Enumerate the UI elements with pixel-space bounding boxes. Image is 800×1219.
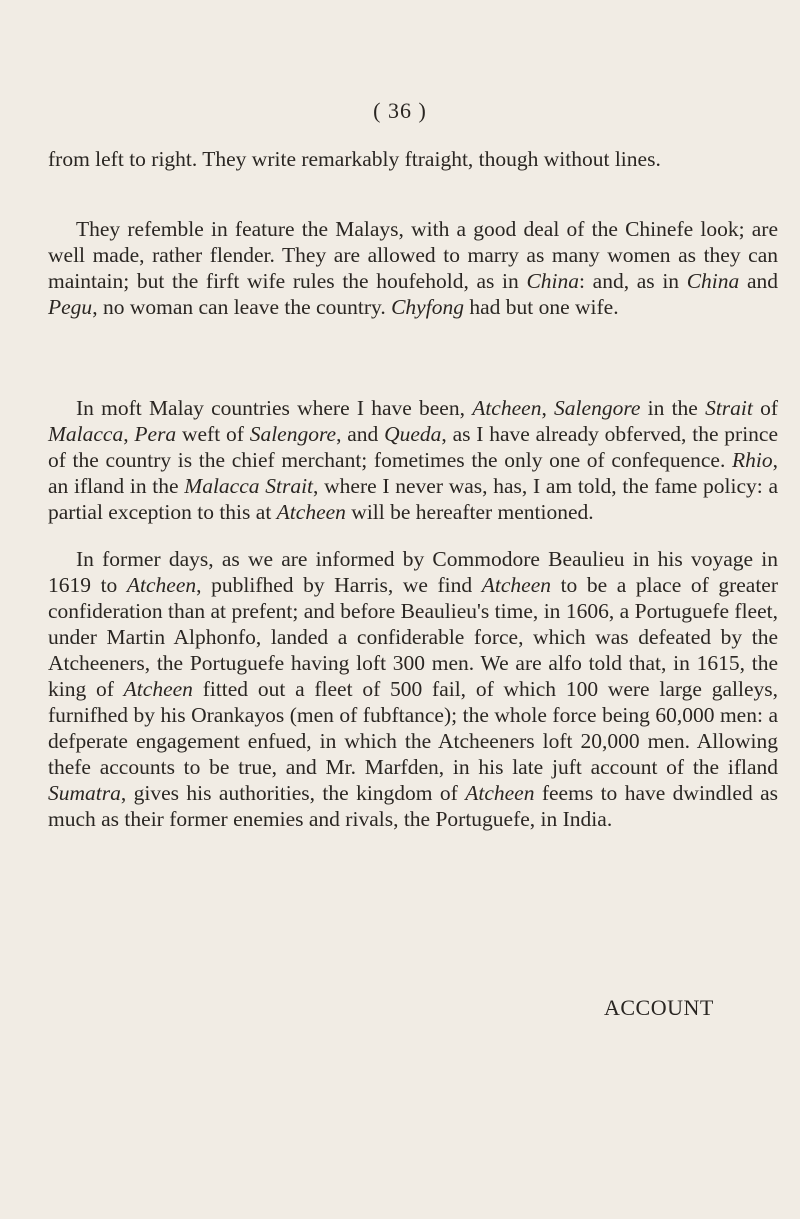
paragraph-4 bbox=[48, 546, 778, 832]
paragraph-4-text: In former days, as we are informed by Commodore Beaulieu in his voyage in 1619 to Atcheen, publifhed by Harris, we find Atcheen to be a place of greater confideration than at prefent; and before Beaulieu's time, in 1606, a Portuguefe fleet, under Martin Alphonfo, landed a confiderable force, which was defeated by the Atcheeners, the Portuguefe having loft 300 men. We are alfo told that, in 1615, the king of Atcheen fitted out a fleet of 500 fail, of which 100 were large galleys, furnifhed by his Orankayos (men of fubftance); the whole force being 60,000 men: a defperate engagement enfued, in which the Atcheeners loft 20,000 men. Allowing thefe accounts to be true, and Mr. Marfden, in his late juft account of the ifland Sumatra, gives his authorities, the kingdom of Atcheen feems to have dwindled as much as their former enemies and rivals, the Portuguefe, in India. bbox=[48, 547, 778, 831]
paragraph-2 bbox=[48, 216, 778, 320]
catchword: ACCOUNT bbox=[604, 995, 714, 1020]
paragraph-1-text: from left to right. They write remarkably ftraight, though without lines. bbox=[48, 147, 661, 171]
paragraph-1 bbox=[48, 146, 778, 172]
paragraph-3-text: In moft Malay countries where I have been, Atcheen, Salengore in the Strait of Malacca, Pera weft of Salengore, and Queda, as I have already obferved, the prince of the country is the chief merchant; fometimes the only one of confequence. Rhio, an ifland in the Malacca Strait, where I never was, has, I am told, the fame policy: a partial exception to this at Atcheen will be hereafter mentioned. bbox=[48, 396, 778, 524]
paragraph-3 bbox=[48, 395, 778, 525]
paragraph-2-text: They refemble in feature the Malays, with a good deal of the Chinefe look; are well made, rather flender. They are allowed to marry as many women as they can maintain; but the firft wife rules the houfehold, as in China: and, as in China and Pegu, no woman can leave the country. Chyfong had but one wife. bbox=[48, 217, 779, 319]
page-number: ( 36 ) bbox=[373, 98, 427, 123]
